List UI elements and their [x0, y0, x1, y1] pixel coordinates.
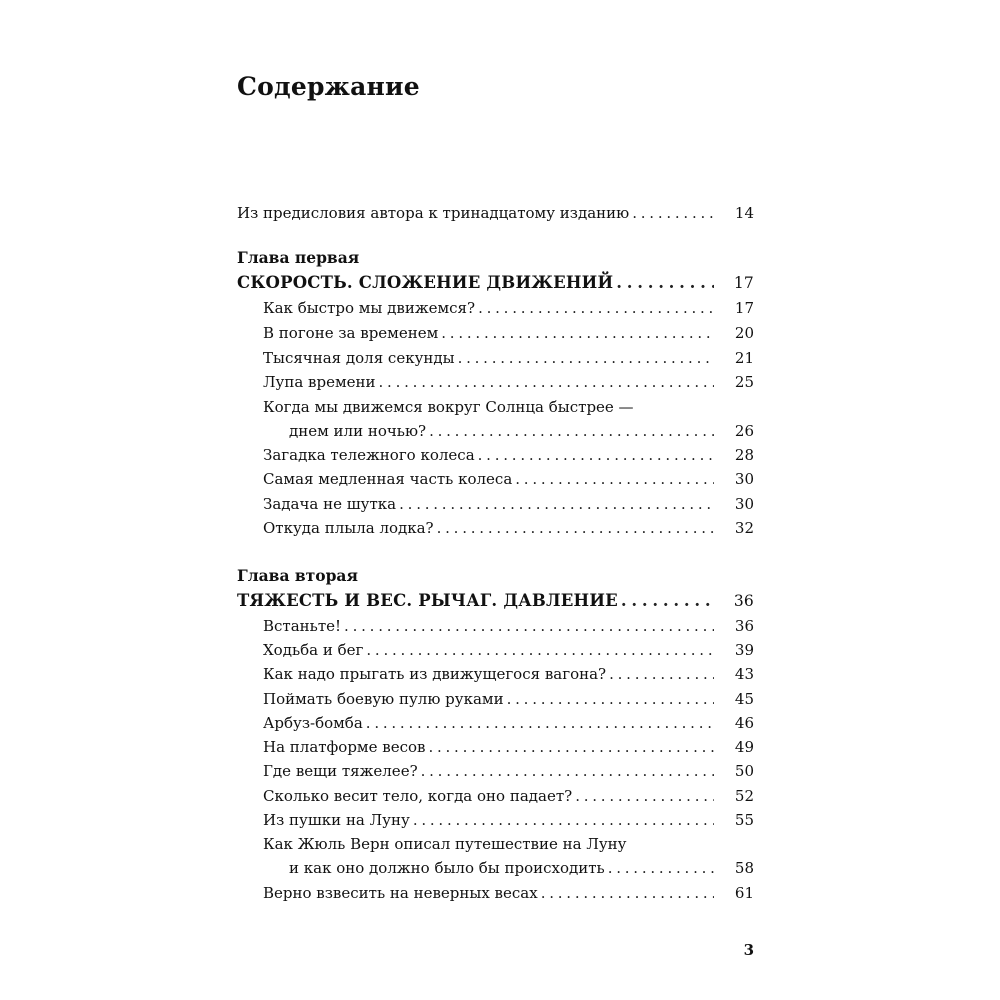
dot-leader [399, 492, 714, 516]
toc-entry[interactable] [263, 443, 754, 467]
dot-leader [344, 614, 714, 638]
toc-entry-label: Откуда плыла лодка? [263, 519, 434, 537]
dot-leader [458, 346, 714, 370]
toc-entry[interactable] [263, 759, 754, 783]
chapter-title-entry[interactable] [237, 271, 754, 295]
toc-entry[interactable] [263, 614, 754, 638]
dot-leader [515, 467, 714, 491]
toc-page-number: 46 [734, 714, 754, 732]
toc-entry[interactable] [263, 881, 754, 905]
toc-page-number: 25 [734, 373, 754, 391]
toc-page-number: 26 [734, 422, 754, 440]
toc-entry[interactable] [263, 346, 754, 370]
toc-page-number: 20 [734, 324, 754, 342]
toc-entry[interactable] [263, 638, 754, 662]
toc-entry[interactable] [263, 296, 754, 320]
toc-entry-label: Как надо прыгать из движущегося вагона? [263, 665, 607, 683]
toc-page-number: 49 [734, 738, 754, 756]
toc-page-number: 32 [734, 519, 754, 537]
page-title: Содержание [237, 72, 420, 101]
toc-entry-label-line1[interactable]: Как Жюль Верн описал путешествие на Луну [263, 835, 627, 853]
toc-entry-label: В погоне за временем [263, 324, 439, 342]
toc-entry-label: Арбуз-бомба [263, 714, 363, 732]
dot-leader [575, 784, 714, 808]
toc-page-number: 45 [734, 690, 754, 708]
chapter-title: ТЯЖЕСТЬ И ВЕС. РЫЧАГ. ДАВЛЕНИЕ [237, 591, 618, 610]
toc-entry-label: Встаньте! [263, 617, 342, 635]
toc-page-number: 36 [733, 592, 754, 610]
toc-page-number: 30 [734, 495, 754, 513]
toc-entry-label: Верно взвесить на неверных весах [263, 884, 538, 902]
toc-entry-label-line2: и как оно должно было бы происходить [289, 859, 605, 877]
chapter-title: СКОРОСТЬ. СЛОЖЕНИЕ ДВИЖЕНИЙ [237, 273, 614, 292]
toc-entry[interactable] [263, 735, 754, 759]
toc-entry[interactable] [263, 321, 754, 345]
toc-entry-label: Из предисловия автора к тринадцатому изданию [237, 204, 630, 222]
dot-leader [428, 735, 714, 759]
dot-leader [632, 201, 714, 225]
toc-page-number: 58 [734, 859, 754, 877]
chapter-label: Глава вторая [237, 566, 358, 585]
toc-entry-label: На платформе весов [263, 738, 426, 756]
toc-page-number: 52 [734, 787, 754, 805]
toc-entry-intro[interactable] [237, 201, 754, 225]
toc-entry-label: Где вещи тяжелее? [263, 762, 418, 780]
dot-leader [366, 638, 714, 662]
toc-entry[interactable] [263, 784, 754, 808]
toc-entry[interactable] [289, 856, 754, 880]
toc-entry[interactable] [263, 662, 754, 686]
toc-entry-label-line2: днем или ночью? [289, 422, 427, 440]
toc-page-number: 61 [734, 884, 754, 902]
toc-entry[interactable] [263, 711, 754, 735]
toc-entry-label: Задача не шутка [263, 495, 397, 513]
chapter-title-entry[interactable] [237, 589, 754, 613]
toc-page-number: 14 [734, 204, 754, 222]
toc-page-number: 55 [734, 811, 754, 829]
dot-leader [429, 419, 714, 443]
toc-entry[interactable] [289, 419, 754, 443]
toc-page-number: 43 [734, 665, 754, 683]
page-number: 3 [743, 941, 754, 959]
dot-leader [478, 296, 714, 320]
toc-page-number: 21 [734, 349, 754, 367]
dot-leader [609, 662, 714, 686]
dot-leader [478, 443, 714, 467]
dot-leader [441, 321, 714, 345]
toc-page-number: 17 [733, 274, 754, 292]
dot-leader [608, 856, 714, 880]
toc-page-number: 50 [734, 762, 754, 780]
toc-entry[interactable] [263, 467, 754, 491]
dot-leader [421, 759, 714, 783]
toc-entry[interactable] [263, 687, 754, 711]
toc-page-number: 36 [734, 617, 754, 635]
toc-entry-label: Тысячная доля секунды [263, 349, 455, 367]
toc-page-number: 28 [734, 446, 754, 464]
dot-leader [541, 881, 714, 905]
toc-entry[interactable] [263, 808, 754, 832]
dot-leader [507, 687, 714, 711]
toc-entry-label: Из пушки на Луну [263, 811, 410, 829]
dot-leader [621, 589, 714, 613]
toc-entry[interactable] [263, 516, 754, 540]
dot-leader [413, 808, 714, 832]
toc-page-number: 17 [734, 299, 754, 317]
dot-leader [379, 370, 714, 394]
toc-page-number: 30 [734, 470, 754, 488]
toc-entry-label-line1[interactable]: Когда мы движемся вокруг Солнца быстрее — [263, 398, 634, 416]
toc-entry-label: Самая медленная часть колеса [263, 470, 513, 488]
toc-page-number: 39 [734, 641, 754, 659]
toc-entry[interactable] [263, 370, 754, 394]
toc-entry-label: Ходьба и бег [263, 641, 364, 659]
dot-leader [366, 711, 714, 735]
toc-entry-label: Сколько весит тело, когда оно падает? [263, 787, 573, 805]
toc-entry-label: Поймать боевую пулю руками [263, 690, 504, 708]
toc-entry-label: Как быстро мы движемся? [263, 299, 476, 317]
toc-entry-label: Загадка тележного колеса [263, 446, 475, 464]
toc-entry[interactable] [263, 492, 754, 516]
dot-leader [437, 516, 714, 540]
chapter-label: Глава первая [237, 248, 360, 267]
dot-leader [616, 271, 714, 295]
toc-entry-label: Лупа времени [263, 373, 376, 391]
